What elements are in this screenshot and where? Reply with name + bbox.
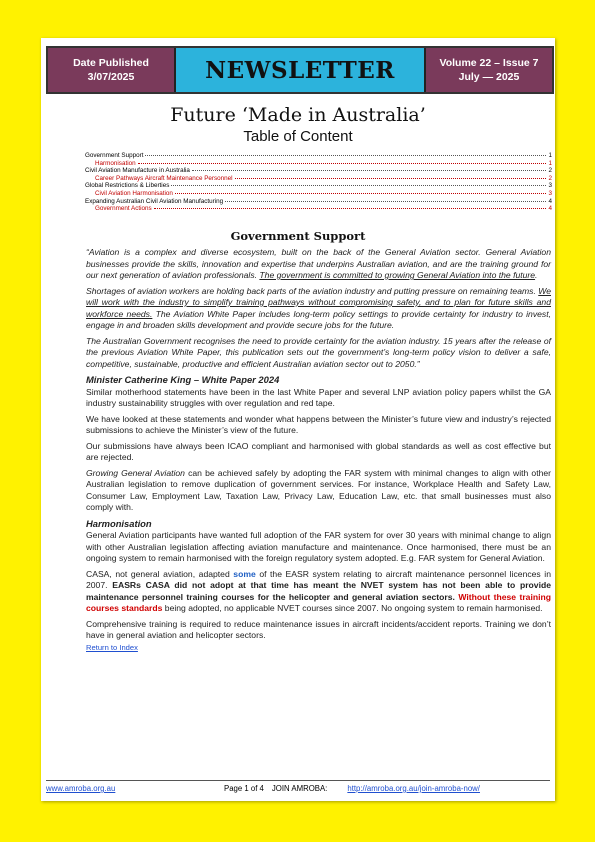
date-value: 3/07/2025 bbox=[87, 71, 135, 83]
paragraph: We have looked at these statements and wonder what happens between the Minister’s future view and industry’s rejected submissions to achieve the Minister’s view of the future. bbox=[86, 413, 551, 435]
issue-month: July — 2025 bbox=[458, 71, 520, 83]
toc-item-career-pathways[interactable]: Career Pathways Aircraft Maintenance Personnel 2 bbox=[95, 174, 552, 182]
toc-item-government-support[interactable]: Government Support 1 bbox=[85, 152, 552, 159]
return-to-index-link[interactable]: Return to Index bbox=[86, 642, 138, 652]
article-body bbox=[86, 247, 551, 653]
table-of-contents bbox=[85, 152, 552, 213]
toc-item-harmonisation[interactable]: Harmonisation 1 bbox=[95, 159, 552, 167]
paragraph: General Aviation participants have wanted full adoption of the FAR system for over 30 years with minimal change to align with other Australian legislation affecting aviation manufacture and maintenance. Once harmonised, there must be an ongoing system to remain harmonised with the foreign regulatory system adopted. E.g. FAR system for General Aviation. bbox=[86, 530, 551, 563]
date-label: Date Published bbox=[73, 57, 149, 69]
newsletter-page bbox=[41, 38, 555, 801]
site-link[interactable]: www.amroba.org.au bbox=[46, 784, 116, 793]
page-title: Future ‘Made in Australia’ bbox=[170, 104, 426, 126]
toc-title: Table of Content bbox=[243, 128, 353, 145]
paragraph: Comprehensive training is required to reduce maintenance issues in aircraft incidents/accident reports. Training we don’t have in general aviation and helicopter sectors. bbox=[86, 618, 551, 640]
date-block bbox=[48, 48, 174, 92]
join-label: JOIN AMROBA: bbox=[271, 784, 328, 793]
quote-attribution: Minister Catherine King – White Paper 2024 bbox=[86, 374, 280, 385]
toc-item-global-restrictions[interactable]: Global Restrictions & Liberties 3 bbox=[85, 182, 552, 190]
volume-issue: Volume 22 – Issue 7 bbox=[439, 57, 539, 69]
paragraph: Similar motherhood statements have been in the last White Paper and several LNP aviation policy papers whilst the GA industry sustainability struggles with over regulation and red tape. bbox=[86, 386, 551, 408]
toc-item-expanding-manufacturing[interactable]: Expanding Australian Civil Aviation Manufacturing 4 bbox=[85, 197, 552, 205]
quote-paragraph-3: The Australian Government recognises the need to provide certainty for the aviation industry. 15 years after the release of the previous Aviation White Paper, this publication sets out the government’s long-term policy vision to deliver a safe, competitive, sustainable, productive and efficient Australian aviation sector out to 2050.” bbox=[86, 335, 551, 369]
section-heading: Government Support bbox=[230, 229, 366, 243]
newsletter-header bbox=[46, 46, 554, 94]
quote-paragraph-2: Shortages of aviation workers are holding back parts of the aviation industry and putting pressure on remaining teams. We will work with the industry to simplify training pathways without compromising safety, and to plan for future skills and workforce needs. The Aviation White Paper includes long-term policy settings to provide certainty for industry to invest, engage in and broaden skills development and provide secure jobs for the future. bbox=[86, 285, 551, 330]
newsletter-title: NEWSLETTER bbox=[174, 48, 426, 92]
toc-item-civil-aviation-harmonisation[interactable]: Civil Aviation Harmonisation 3 bbox=[95, 189, 552, 197]
harmonisation-heading: Harmonisation bbox=[86, 517, 152, 529]
toc-item-government-actions[interactable]: Government Actions 4 bbox=[95, 205, 552, 213]
page-number: Page 1 of 4 bbox=[224, 784, 264, 793]
page-footer bbox=[46, 780, 550, 793]
paragraph: Our submissions have always been ICAO compliant and harmonised with global standards as well as cost effective but are rejected. bbox=[86, 440, 551, 462]
quote-paragraph-1: “Aviation is a complex and diverse ecosystem, built on the back of the General Aviation sector. General Aviation businesses provide the skills, innovation and expertise that underpins Australian aviation, and are the training ground for our next generation of aviation professionals. The government is committed to growing General Aviation into the future. bbox=[86, 247, 551, 280]
paragraph: Growing General Aviation can be achieved safely by adopting the FAR system with minimal changes to align with other Australian legislation to remove duplication of government services. For instance, Workplace Health and Safety Law, Consumer Law, Employment Law, Taxation Law, Privacy Law, Education Law, etc. that small businesses must also comply with. bbox=[86, 467, 552, 512]
toc-item-civil-aviation-manufacture[interactable]: Civil Aviation Manufacture in Australia 2 bbox=[85, 167, 552, 175]
issue-block bbox=[426, 48, 552, 92]
paragraph: CASA, not general aviation, adapted some of the EASR system relating to aircraft maintenance personnel licences in 2007. EASRs CASA did not adopt at that time has meant the NVET system has not been able to provide maintenance personnel training courses for the helicopter and general aviation sectors. Without these training courses standards being adopted, no applicable NVET courses since 2007. No ongoing system to remain harmonised. bbox=[86, 568, 551, 613]
join-link[interactable]: http://amroba.org.au/join-amroba-now/ bbox=[347, 784, 480, 793]
